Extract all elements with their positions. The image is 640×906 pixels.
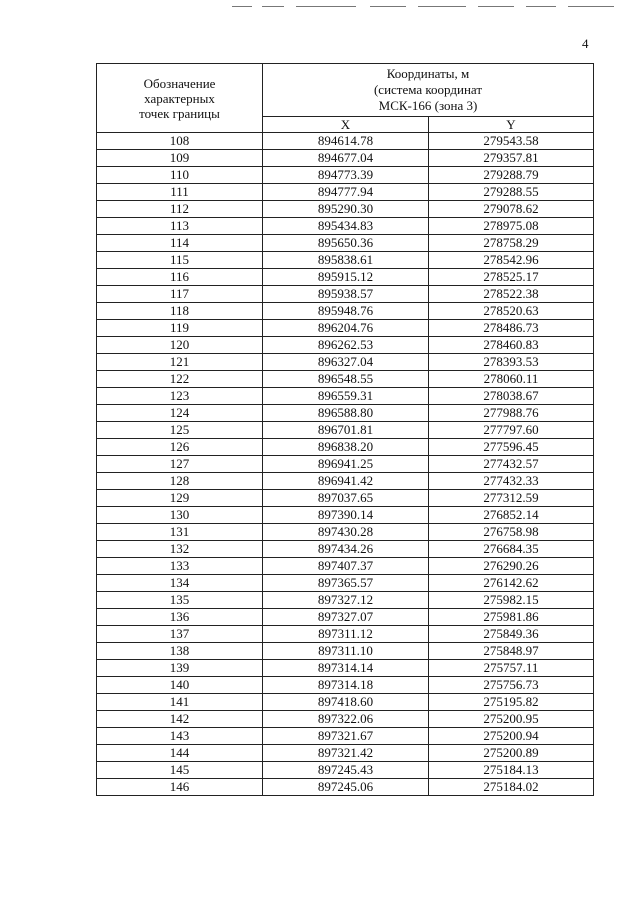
y-coordinate-cell: 276684.35 [429,541,594,558]
point-number-cell: 145 [97,762,263,779]
x-coordinate-cell: 894677.04 [263,150,429,167]
point-number-cell: 137 [97,626,263,643]
table-row [97,405,594,422]
table-row [97,762,594,779]
point-number-cell: 128 [97,473,263,490]
x-coordinate-cell: 897037.65 [263,490,429,507]
x-coordinate-cell: 896559.31 [263,388,429,405]
x-coordinate-cell: 894777.94 [263,184,429,201]
point-number-cell: 113 [97,218,263,235]
x-coordinate-cell: 896548.55 [263,371,429,388]
point-number-cell: 123 [97,388,263,405]
table-row [97,558,594,575]
scan-artifact-line [232,6,252,7]
x-coordinate-cell: 896262.53 [263,337,429,354]
point-number-cell: 132 [97,541,263,558]
y-coordinate-cell: 276142.62 [429,575,594,592]
point-number-cell: 114 [97,235,263,252]
y-coordinate-cell: 275184.02 [429,779,594,796]
x-coordinate-cell: 897418.60 [263,694,429,711]
x-coordinate-cell: 895938.57 [263,286,429,303]
y-coordinate-cell: 276758.98 [429,524,594,541]
point-number-cell: 118 [97,303,263,320]
table-row [97,371,594,388]
table-row [97,269,594,286]
y-coordinate-cell: 278060.11 [429,371,594,388]
y-coordinate-cell: 278520.63 [429,303,594,320]
point-number-cell: 121 [97,354,263,371]
y-coordinate-cell: 275195.82 [429,694,594,711]
table-row [97,490,594,507]
x-coordinate-cell: 895838.61 [263,252,429,269]
x-coordinate-cell: 897321.67 [263,728,429,745]
point-number-cell: 120 [97,337,263,354]
y-coordinate-cell: 275200.94 [429,728,594,745]
y-coordinate-cell: 277432.57 [429,456,594,473]
y-coordinate-cell: 278525.17 [429,269,594,286]
x-coordinate-cell: 895650.36 [263,235,429,252]
header-line: Координаты, м [386,66,470,81]
y-coordinate-cell: 278758.29 [429,235,594,252]
point-number-cell: 130 [97,507,263,524]
x-column-header: X [263,117,429,133]
point-number-cell: 141 [97,694,263,711]
scan-artifact-line [296,6,356,7]
point-number-cell: 142 [97,711,263,728]
table-row [97,779,594,796]
scan-artifact-line [370,6,406,7]
table-row [97,303,594,320]
table-row [97,694,594,711]
point-number-cell: 139 [97,660,263,677]
table-row [97,235,594,252]
table-row [97,660,594,677]
y-coordinate-cell: 275200.95 [429,711,594,728]
point-number-cell: 136 [97,609,263,626]
y-coordinate-cell: 279078.62 [429,201,594,218]
table-row [97,167,594,184]
table-row [97,541,594,558]
y-coordinate-cell: 277797.60 [429,422,594,439]
point-number-cell: 119 [97,320,263,337]
x-coordinate-cell: 897434.26 [263,541,429,558]
point-number-cell: 138 [97,643,263,660]
point-designation-header [97,64,263,133]
table-row [97,218,594,235]
scan-artifact-line [478,6,514,7]
y-coordinate-cell: 275982.15 [429,592,594,609]
point-number-cell: 133 [97,558,263,575]
table-row [97,524,594,541]
header-line: Обозначение [143,75,216,91]
x-coordinate-cell: 897314.18 [263,677,429,694]
x-coordinate-cell: 897245.06 [263,779,429,796]
x-coordinate-cell: 897327.12 [263,592,429,609]
x-coordinate-cell: 895915.12 [263,269,429,286]
point-number-cell: 135 [97,592,263,609]
point-number-cell: 143 [97,728,263,745]
x-coordinate-cell: 897390.14 [263,507,429,524]
table-row [97,643,594,660]
table-row [97,592,594,609]
header-line: (система координат [373,82,483,97]
y-coordinate-cell: 278486.73 [429,320,594,337]
header-line: характерных [144,90,215,106]
y-coordinate-cell: 279543.58 [429,133,594,150]
y-coordinate-cell: 278393.53 [429,354,594,371]
table-row [97,609,594,626]
point-number-cell: 110 [97,167,263,184]
y-coordinate-cell: 275981.86 [429,609,594,626]
x-coordinate-cell: 895290.30 [263,201,429,218]
point-number-cell: 112 [97,201,263,218]
y-coordinate-cell: 276852.14 [429,507,594,524]
point-number-cell: 124 [97,405,263,422]
table-row [97,711,594,728]
table-row [97,728,594,745]
table-row [97,677,594,694]
point-number-cell: 125 [97,422,263,439]
coordinates-header [263,64,594,117]
table-row [97,507,594,524]
x-coordinate-cell: 896204.76 [263,320,429,337]
y-coordinate-cell: 278460.83 [429,337,594,354]
point-number-cell: 109 [97,150,263,167]
x-coordinate-cell: 896588.80 [263,405,429,422]
y-coordinate-cell: 278038.67 [429,388,594,405]
page-number: 4 [582,36,589,51]
x-coordinate-cell: 897407.37 [263,558,429,575]
y-coordinate-cell: 277596.45 [429,439,594,456]
y-coordinate-cell: 277312.59 [429,490,594,507]
point-number-cell: 117 [97,286,263,303]
y-coordinate-cell: 275849.36 [429,626,594,643]
y-coordinate-cell: 278522.38 [429,286,594,303]
point-number-cell: 129 [97,490,263,507]
x-coordinate-cell: 897327.07 [263,609,429,626]
y-coordinate-cell: 279288.55 [429,184,594,201]
y-coordinate-cell: 278975.08 [429,218,594,235]
point-number-cell: 122 [97,371,263,388]
table-row [97,133,594,150]
x-coordinate-cell: 894614.78 [263,133,429,150]
y-coordinate-cell: 277432.33 [429,473,594,490]
x-coordinate-cell: 897322.06 [263,711,429,728]
y-coordinate-cell: 276290.26 [429,558,594,575]
table-row [97,626,594,643]
x-coordinate-cell: 897311.10 [263,643,429,660]
point-number-cell: 111 [97,184,263,201]
point-number-cell: 140 [97,677,263,694]
x-coordinate-cell: 896838.20 [263,439,429,456]
point-number-cell: 146 [97,779,263,796]
table-row [97,456,594,473]
table-row [97,439,594,456]
x-coordinate-cell: 896941.25 [263,456,429,473]
x-coordinate-cell: 896941.42 [263,473,429,490]
y-coordinate-cell: 275848.97 [429,643,594,660]
scan-artifact-line [526,6,556,7]
y-coordinate-cell: 275757.11 [429,660,594,677]
x-coordinate-cell: 894773.39 [263,167,429,184]
table-row [97,286,594,303]
point-number-cell: 126 [97,439,263,456]
table-row [97,745,594,762]
point-number-cell: 134 [97,575,263,592]
y-coordinate-cell: 279357.81 [429,150,594,167]
table-row [97,354,594,371]
table-body [97,133,594,796]
header-line: точек границы [139,105,220,121]
table-row [97,184,594,201]
y-coordinate-cell: 275756.73 [429,677,594,694]
point-number-cell: 144 [97,745,263,762]
scan-artifact-line [568,6,614,7]
table-row [97,388,594,405]
table-row [97,575,594,592]
table-header-row [97,64,594,117]
scan-artifact-line [418,6,466,7]
x-coordinate-cell: 897245.43 [263,762,429,779]
table-row [97,201,594,218]
x-coordinate-cell: 897365.57 [263,575,429,592]
point-number-cell: 116 [97,269,263,286]
y-coordinate-cell: 278542.96 [429,252,594,269]
x-coordinate-cell: 895948.76 [263,303,429,320]
point-number-cell: 127 [97,456,263,473]
scan-artifact-line [262,6,284,7]
y-column-header: Y [429,117,594,133]
table-row [97,422,594,439]
y-coordinate-cell: 277988.76 [429,405,594,422]
x-coordinate-cell: 897311.12 [263,626,429,643]
table-row [97,320,594,337]
x-coordinate-cell: 896327.04 [263,354,429,371]
point-number-cell: 108 [97,133,263,150]
table-row [97,337,594,354]
header-line: МСК-166 (зона 3) [378,98,478,113]
x-coordinate-cell: 895434.83 [263,218,429,235]
table-row [97,473,594,490]
x-coordinate-cell: 896701.81 [263,422,429,439]
point-number-cell: 131 [97,524,263,541]
y-coordinate-cell: 279288.79 [429,167,594,184]
table-row [97,252,594,269]
y-coordinate-cell: 275200.89 [429,745,594,762]
x-coordinate-cell: 897314.14 [263,660,429,677]
table-row [97,150,594,167]
coordinates-table [96,63,594,796]
point-number-cell: 115 [97,252,263,269]
y-coordinate-cell: 275184.13 [429,762,594,779]
x-coordinate-cell: 897430.28 [263,524,429,541]
x-coordinate-cell: 897321.42 [263,745,429,762]
